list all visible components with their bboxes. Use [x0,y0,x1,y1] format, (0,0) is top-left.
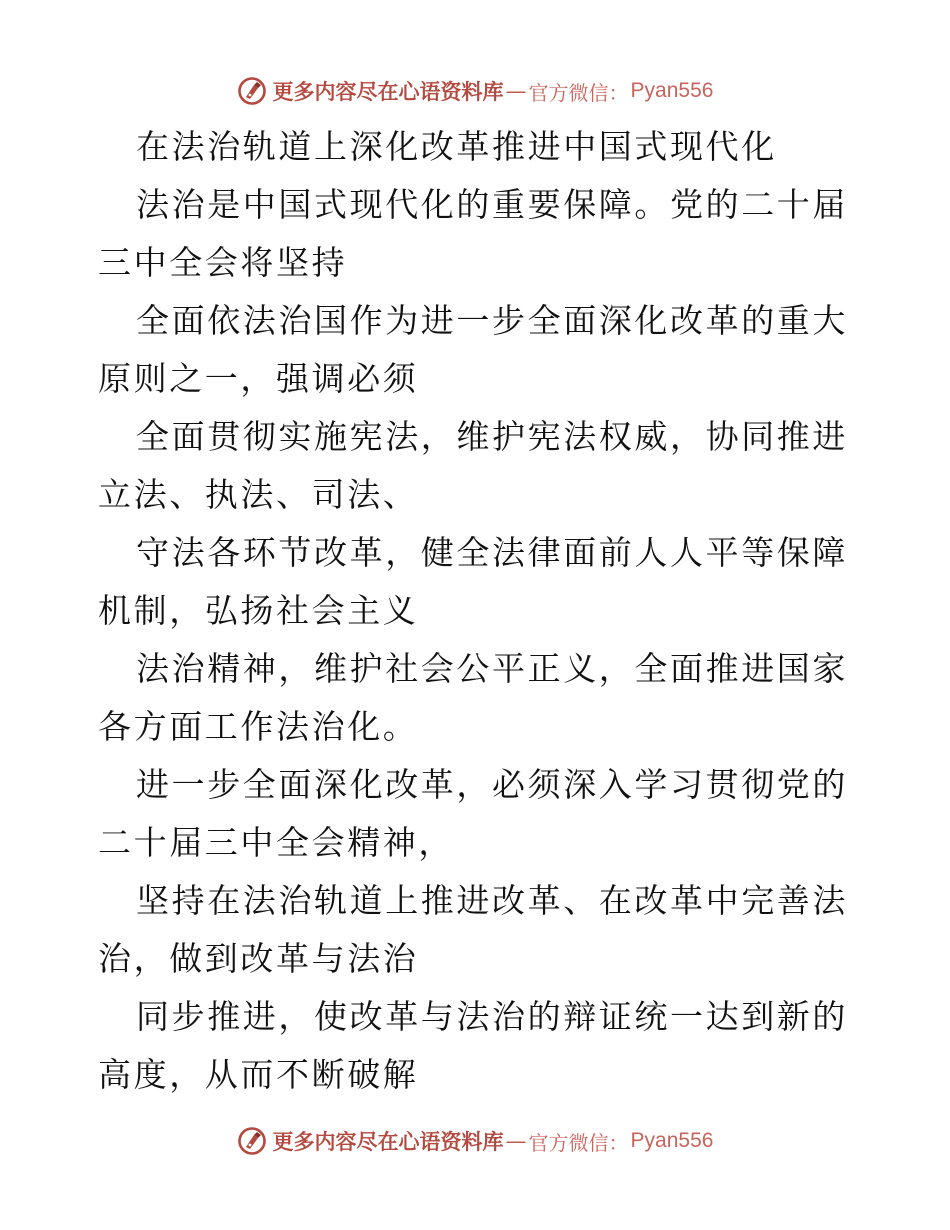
paragraph-line: 守法各环节改革，健全法律面前人人平等保障机制，弘扬社会主义 [98,533,848,630]
watermark-brand: 更多内容尽在心语资料库 [272,79,504,104]
pen-nib-circle-icon [237,76,267,106]
paragraph-line: 同步推进，使改革与法治的辩证统一达到新的高度，从而不断破解 [98,997,848,1094]
watermark-official-label: 官方微信： [528,80,629,105]
document-body [98,118,858,1104]
watermark-brand: 更多内容尽在心语资料库 [272,1129,504,1154]
paragraph-line: 进一步全面深化改革，必须深入学习贯彻党的二十届三中全会精神， [98,765,848,862]
paragraph-line: 坚持在法治轨道上推进改革、在改革中完善法治，做到改革与法治 [98,881,848,978]
watermark-dash: — [505,1129,527,1153]
document-title: 在法治轨道上深化改革推进中国式现代化 [136,127,777,166]
header-watermark [0,71,950,111]
watermark-official-label: 官方微信： [528,1130,629,1155]
watermark-wechat-id: Pyan556 [630,79,714,102]
watermark-dash: — [505,79,527,103]
paragraph-line: 法治是中国式现代化的重要保障。党的二十届三中全会将坚持 [98,185,848,282]
paragraph-line: 全面贯彻实施宪法，维护宪法权威，协同推进立法、执法、司法、 [98,417,848,514]
watermark-wechat-id: Pyan556 [630,1129,714,1152]
paragraph-line: 法治精神，维护社会公平正义，全面推进国家各方面工作法治化。 [98,649,848,746]
pen-nib-circle-icon [237,1126,267,1156]
footer-watermark [0,1121,950,1161]
paragraph-line: 全面依法治国作为进一步全面深化改革的重大原则之一，强调必须 [98,301,848,398]
